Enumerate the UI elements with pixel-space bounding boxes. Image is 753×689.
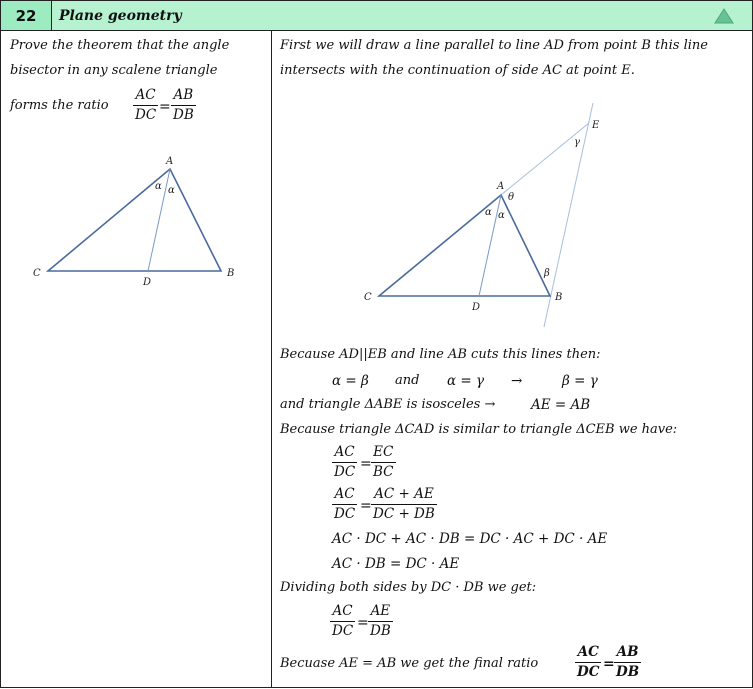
frac1-right: $\frac{EC}{BC}$ — [373, 444, 394, 480]
statement-line-3: forms the ratio — [10, 98, 109, 113]
statement-equals: = — [159, 99, 171, 115]
column-divider — [271, 31, 272, 687]
label-d-right: D — [472, 302, 481, 313]
triangle-abc-right — [379, 195, 550, 296]
problem-header — [0, 0, 753, 31]
problem-body — [0, 31, 753, 688]
final-frac-right: $\frac{AB}{DB}$ — [616, 644, 640, 680]
frac2-right: $\frac{AC + AE}{DC + DB}$ — [373, 486, 435, 522]
triangle-figure-right — [341, 91, 621, 336]
label-e: E — [592, 120, 600, 131]
relation-alpha-gamma: α = γ — [447, 373, 485, 389]
collapse-triangle-icon[interactable] — [714, 8, 734, 24]
intro-line-2: intersects with the continuation of side AC at point E. — [280, 63, 635, 78]
parallel-eb — [544, 103, 593, 327]
final-text: Becuase AE = AB we get the final ratio — [280, 656, 539, 671]
relation-arrow: → — [511, 373, 523, 389]
frac1-equals: = — [360, 456, 372, 472]
frac2-equals: = — [360, 498, 372, 514]
label-beta: β — [544, 268, 550, 279]
expanded-equation: AC · DC + AC · DB = DC · AC + DC · AE — [332, 531, 608, 547]
ae-equals-ab: AE = AB — [531, 397, 591, 413]
label-c: C — [33, 268, 41, 279]
label-alpha-r1: α — [485, 207, 492, 218]
statement-frac-right: $\frac{AB}{DB}$ — [173, 87, 194, 123]
label-b: B — [227, 268, 235, 279]
label-a-right: A — [497, 181, 505, 192]
label-d: D — [143, 277, 152, 288]
label-a: A — [166, 156, 174, 167]
because-parallel: Because AD||EB and line AB cuts this lines then: — [280, 347, 601, 362]
label-gamma: γ — [574, 137, 580, 148]
intro-line-1: First we will draw a line parallel to line AD from point B this line — [280, 38, 708, 53]
statement-line-1: Prove the theorem that the angle — [10, 38, 230, 53]
label-alpha-2: α — [168, 185, 175, 196]
statement-line-2: bisector in any scalene triangle — [10, 63, 218, 78]
label-b-right: B — [555, 292, 563, 303]
triangle-figure-left — [21, 151, 251, 291]
similar-text: Because triangle ΔCAD is similar to triangle ΔCEB we have: — [280, 422, 678, 437]
frac3-right: $\frac{AE}{DB}$ — [370, 603, 391, 639]
extension-ae — [501, 123, 589, 195]
frac3-equals: = — [357, 615, 369, 631]
frac1-left: $\frac{AC}{DC}$ — [334, 444, 356, 480]
frac2-left: $\frac{AC}{DC}$ — [334, 486, 356, 522]
simplified-equation: AC · DB = DC · AE — [332, 556, 460, 572]
label-alpha-r2: α — [498, 210, 505, 221]
statement-frac-left: $\frac{AC}{DC}$ — [135, 87, 157, 123]
relation-alpha-beta: α = β — [332, 373, 369, 389]
problem-number: 22 — [1, 1, 52, 30]
final-frac-left: $\frac{AC}{DC}$ — [577, 644, 600, 680]
label-c-right: C — [364, 292, 372, 303]
triangle-abc — [48, 169, 221, 271]
final-equals: = — [603, 656, 615, 672]
dividing-text: Dividing both sides by DC · DB we get: — [280, 580, 537, 595]
frac3-left: $\frac{AC}{DC}$ — [332, 603, 354, 639]
problem-title: Plane geometry — [59, 7, 182, 24]
isosceles-text: and triangle ΔABE is isosceles → — [280, 397, 496, 412]
label-theta: θ — [508, 192, 515, 203]
relation-beta-gamma: β = γ — [562, 373, 598, 389]
label-alpha-1: α — [155, 181, 162, 192]
relation-and: and — [395, 373, 420, 388]
